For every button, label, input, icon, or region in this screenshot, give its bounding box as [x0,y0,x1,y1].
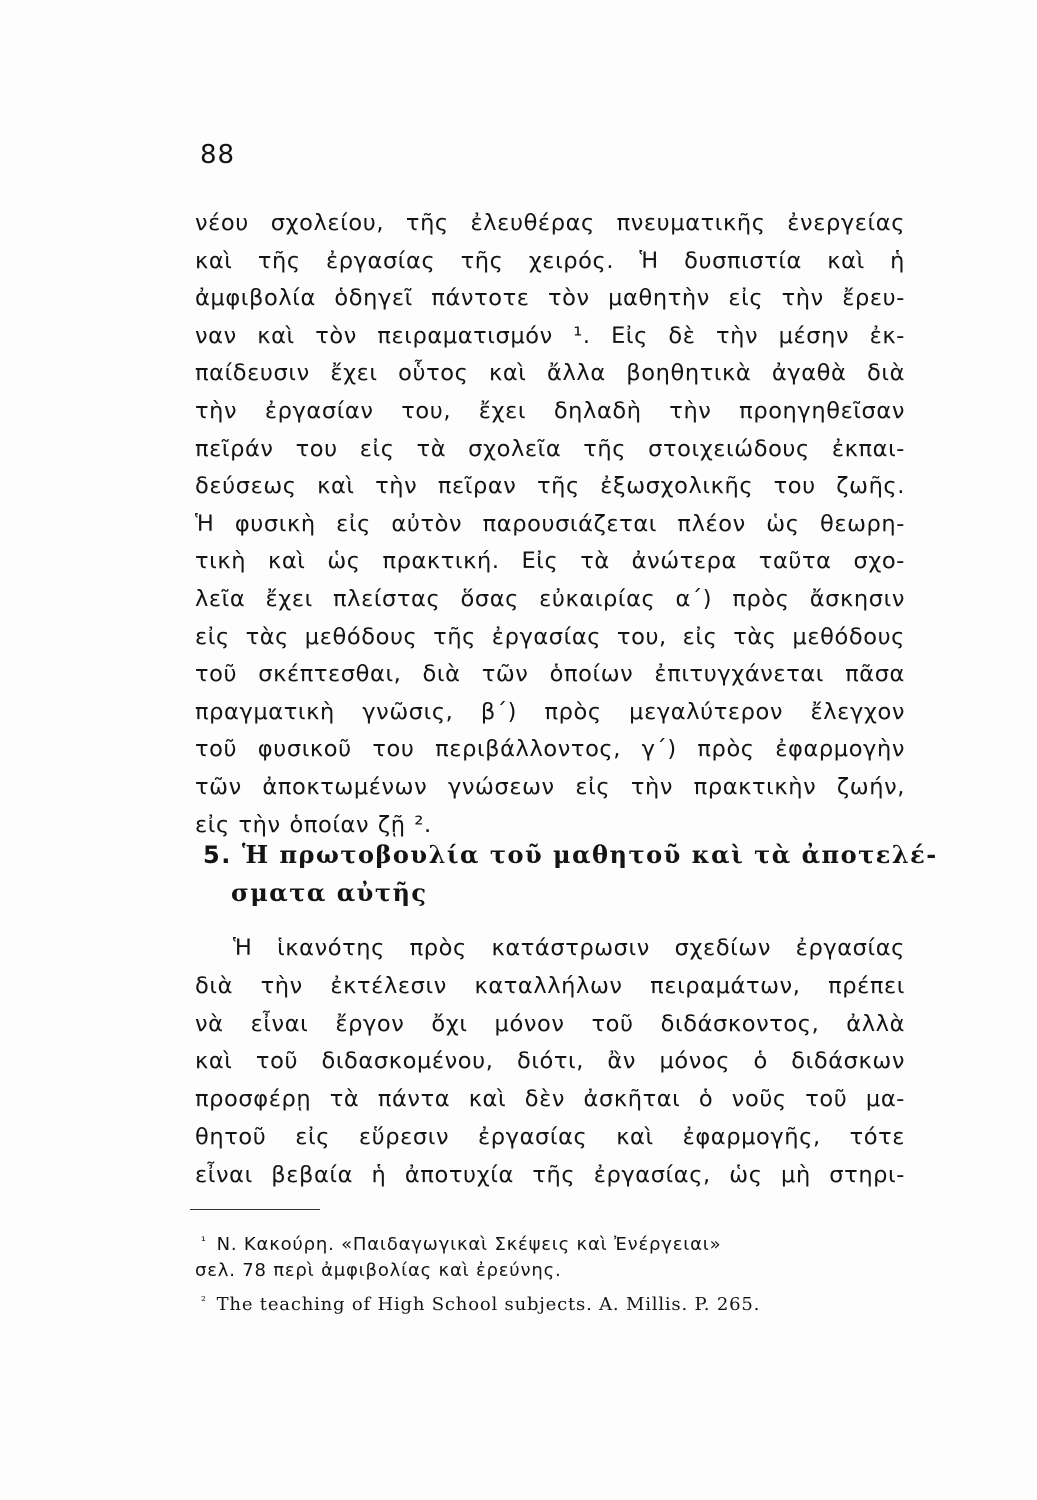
paragraph-section5 [195,930,905,1195]
section-title-line2: σματα αὐτῆς [231,878,428,907]
text-line: λεῖα ἔχει πλείστας ὅσας εὐκαιρίας α΄) πρὸς ἄσκησιν [195,585,905,612]
text-line: νὰ εἶναι ἔργον ὄχι μόνον τοῦ διδάσκοντος, ἀλλὰ [195,1010,905,1037]
text-line: παίδευσιν ἔχει οὗτος καὶ ἄλλα βοηθητικὰ ἀγαθὰ διὰ [195,360,905,387]
text-line: δεύσεως καὶ τὴν πεῖραν τῆς ἐξωσχολικῆς του ζωῆς. [195,473,905,500]
text-line: πεῖράν του εἰς τὰ σχολεῖα τῆς στοιχειώδους ἐκπαι- [195,435,905,462]
footnote-1 [195,1226,895,1256]
footnotes [195,1226,895,1316]
section-number: 5. [203,841,232,869]
footnote-1-text: Ν. Κακούρη. «Παιδαγωγικαὶ Σκέψεις καὶ Ἐνέργειαι» [216,1234,722,1255]
section-heading-line [203,836,938,874]
text-line: εἰς τὰς μεθόδους τῆς ἐργασίας του, εἰς τὰς μεθόδους [195,623,905,650]
text-line: τὴν ἐργασίαν του, ἔχει δηλαδὴ τὴν προηγηθεῖσαν [195,397,905,424]
text-line: τικὴ καὶ ὡς πρακτική. Εἰς τὰ ἀνώτερα ταῦτα σχο- [195,548,905,575]
text-line: νέου σχολείου, τῆς ἐλευθέρας πνευματικῆς ἐνεργείας [195,210,905,236]
footnote-2 [195,1286,895,1316]
footnote-2-marker: ² [201,1294,207,1308]
paragraph-continued [195,205,905,844]
page-number: 88 [200,140,236,170]
text-line: τῶν ἀποκτωμένων γνώσεων εἰς τὴν πρακτικὴν ζωήν, [195,773,905,800]
text-line: καὶ τῆς ἐργασίας τῆς χειρός. Ἡ δυσπιστία καὶ ἡ [195,247,905,274]
text-line: εἶναι βεβαία ἡ ἀποτυχία τῆς ἐργασίας, ὡς μὴ στηρι- [195,1161,905,1188]
footnote-divider [190,1209,320,1210]
text-line: προσφέρῃ τὰ πάντα καὶ δὲν ἀσκῆται ὁ νοῦς τοῦ μα- [195,1086,905,1113]
text-line: τοῦ σκέπτεσθαι, διὰ τῶν ὁποίων ἐπιτυγχάνεται πᾶσα [195,661,905,688]
text-line-indented: Ἡ ἱκανότης πρὸς κατάστρωσιν σχεδίων ἐργασίας [233,935,905,961]
footnote-1-marker: ¹ [201,1234,207,1248]
section-title-line1: Ἡ πρωτοβουλία τοῦ μαθητοῦ καὶ τὰ ἀποτελέ- [241,840,938,869]
text-line: θητοῦ εἰς εὕρεσιν ἐργασίας καὶ ἐφαρμογῆς, τότε [195,1123,905,1150]
text-line: καὶ τοῦ διδασκομένου, διότι, ἂν μόνος ὁ διδάσκων [195,1048,905,1075]
text-line: ἀμφιβολία ὁδηγεῖ πάντοτε τὸν μαθητὴν εἰς τὴν ἔρευ- [195,285,905,312]
footnote-2-text: The teaching of High School subjects. A. Millis. P. 265. [216,1294,761,1315]
text-line: εἰς τὴν ὁποίαν ζῇ ². [195,811,432,838]
footnote-1-continued: σελ. 78 περὶ ἀμφιβολίας καὶ ἐρεύνης. [195,1260,562,1281]
section-heading [203,836,938,912]
text-line: πραγματικὴ γνῶσις, β΄) πρὸς μεγαλύτερον ἔλεγχον [195,698,905,725]
text-line: ναν καὶ τὸν πειραματισμόν ¹. Εἰς δὲ τὴν μέσην ἐκ- [195,322,905,349]
text-line: τοῦ φυσικοῦ του περιβάλλοντος, γ΄) πρὸς ἐφαρμογὴν [195,736,905,763]
text-line: διὰ τὴν ἐκτέλεσιν καταλλήλων πειραμάτων, πρέπει [195,972,905,999]
text-line: Ἡ φυσικὴ εἰς αὐτὸν παρουσιάζεται πλέον ὡς θεωρη- [195,510,905,537]
